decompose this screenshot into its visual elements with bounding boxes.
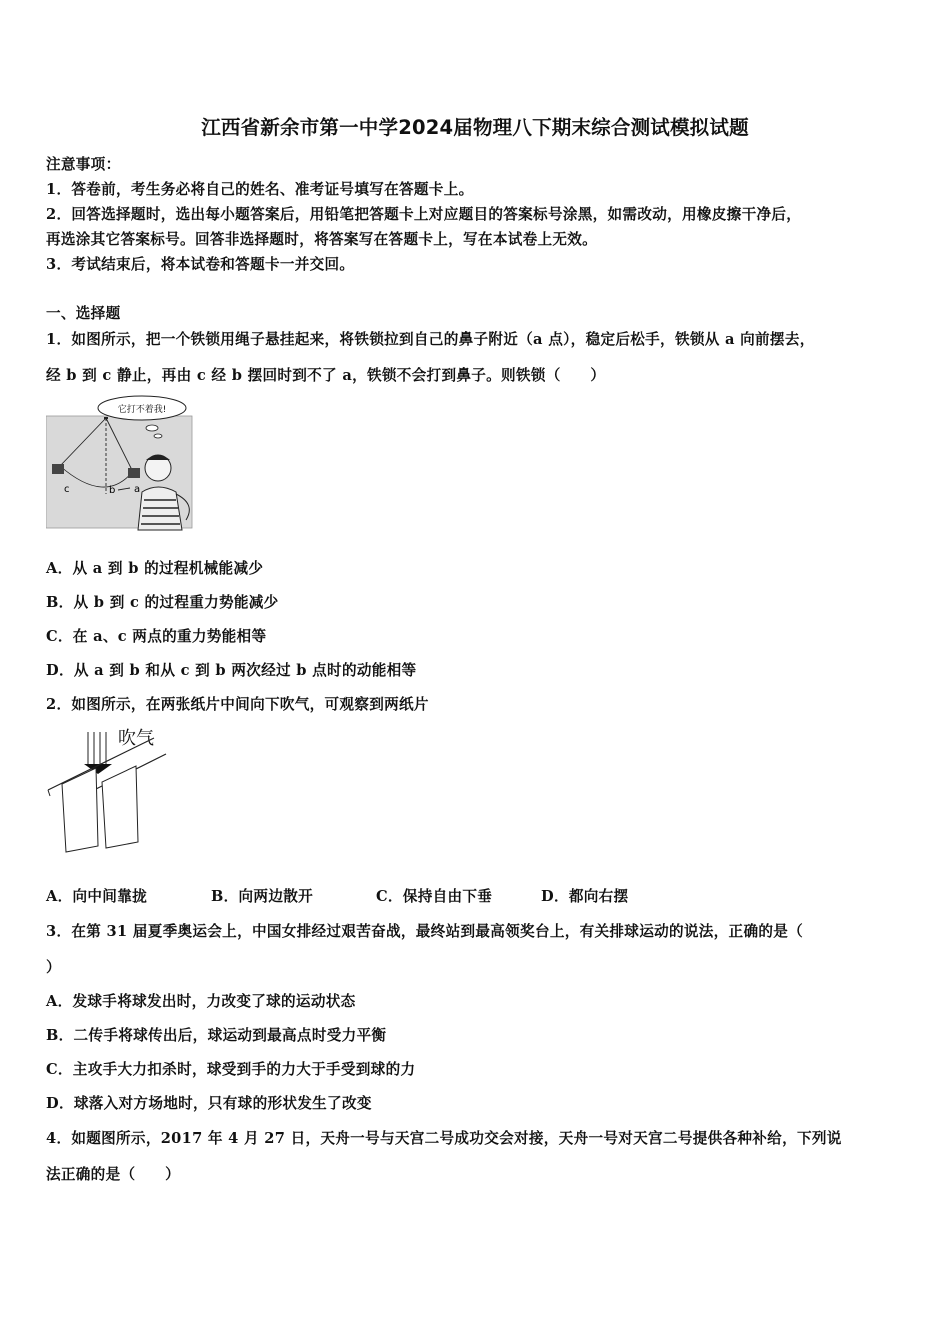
- question-2-stem: 2．如图所示，在两张纸片中间向下吹气，可观察到两纸片: [46, 696, 429, 713]
- question-1-stem: 1．如图所示，把一个铁锁用绳子悬挂起来，将铁锁拉到自己的鼻子附近（a 点），稳定后松手，铁锁从 a 向前摆去，: [46, 331, 815, 348]
- q1-option-d: D．从 a 到 b 和从 c 到 b 两次经过 b 点时的动能相等: [46, 662, 417, 679]
- notice-item: 3．考试结束后，将本试卷和答题卡一并交回。: [46, 256, 355, 273]
- q3-option-a: A．发球手将球发出时，力改变了球的运动状态: [46, 993, 356, 1010]
- label-b: b: [109, 485, 116, 496]
- page-title: 江西省新余市第一中学2024届物理八下期末综合测试模拟试题: [201, 116, 749, 139]
- q2-options-row: [46, 885, 628, 906]
- lock-c: [52, 464, 64, 474]
- q3-option-b: B．二传手将球传出后，球运动到最高点时受力平衡: [46, 1027, 387, 1044]
- notice-item: 再选涂其它答案标号。回答非选择题时，将答案写在答题卡上，写在本试卷上无效。: [46, 231, 598, 248]
- label-a: a: [134, 484, 141, 495]
- question-3-stem-cont: ）: [46, 959, 61, 976]
- notice-item: 1．答卷前，考生务必将自己的姓名、准考证号填写在答题卡上。: [46, 181, 474, 198]
- question-4-stem: 4．如题图所示，2017 年 4 月 27 日，天舟一号与天宫二号成功交会对接，天舟一号对天宫二号提供各种补给，下列说: [46, 1130, 842, 1147]
- paper-sheets-figure: [46, 724, 176, 854]
- blow-label: 吹气: [118, 728, 154, 749]
- q1-option-b: B．从 b 到 c 的过程重力势能减少: [46, 594, 279, 611]
- question-4-stem-cont: 法正确的是（ ）: [46, 1166, 181, 1183]
- q2-option-b: B．向两边散开: [211, 888, 313, 905]
- q2-option-c: C．保持自由下垂: [376, 888, 493, 905]
- q1-option-c: C．在 a、c 两点的重力势能相等: [46, 628, 267, 645]
- question-1-stem-cont: 经 b 到 c 静止，再由 c 经 b 摆回时到不了 a，铁锁不会打到鼻子。则铁锁（ ）: [46, 367, 606, 384]
- paper-sheet-right: [102, 766, 138, 848]
- notice-heading: 注意事项：: [46, 156, 121, 173]
- q2-option-a: A．向中间靠拢: [46, 888, 147, 905]
- q3-option-c: C．主攻手大力扣杀时，球受到手的力大于手受到球的力: [46, 1061, 416, 1078]
- notice-item: 2．回答选择题时，选出每小题答案后，用铅笔把答题卡上对应题目的答案标号涂黑，如需改动，用橡皮擦干净后，: [46, 206, 802, 223]
- q3-option-d: D．球落入对方场地时，只有球的形状发生了改变: [46, 1095, 372, 1112]
- section-heading: 一、选择题: [46, 305, 121, 322]
- label-c: c: [64, 484, 70, 495]
- speech-text: 它打不着我!: [117, 405, 167, 415]
- question-3-stem: 3．在第 31 届夏季奥运会上，中国女排经过艰苦奋战，最终站到最高领奖台上，有关排球运动的说法，正确的是（: [46, 923, 804, 940]
- pendulum-figure: [46, 394, 198, 534]
- q1-option-a: A．从 a 到 b 的过程机械能减少: [46, 560, 264, 577]
- lock-a: [128, 468, 140, 478]
- q2-option-d: D．都向右摆: [541, 888, 629, 905]
